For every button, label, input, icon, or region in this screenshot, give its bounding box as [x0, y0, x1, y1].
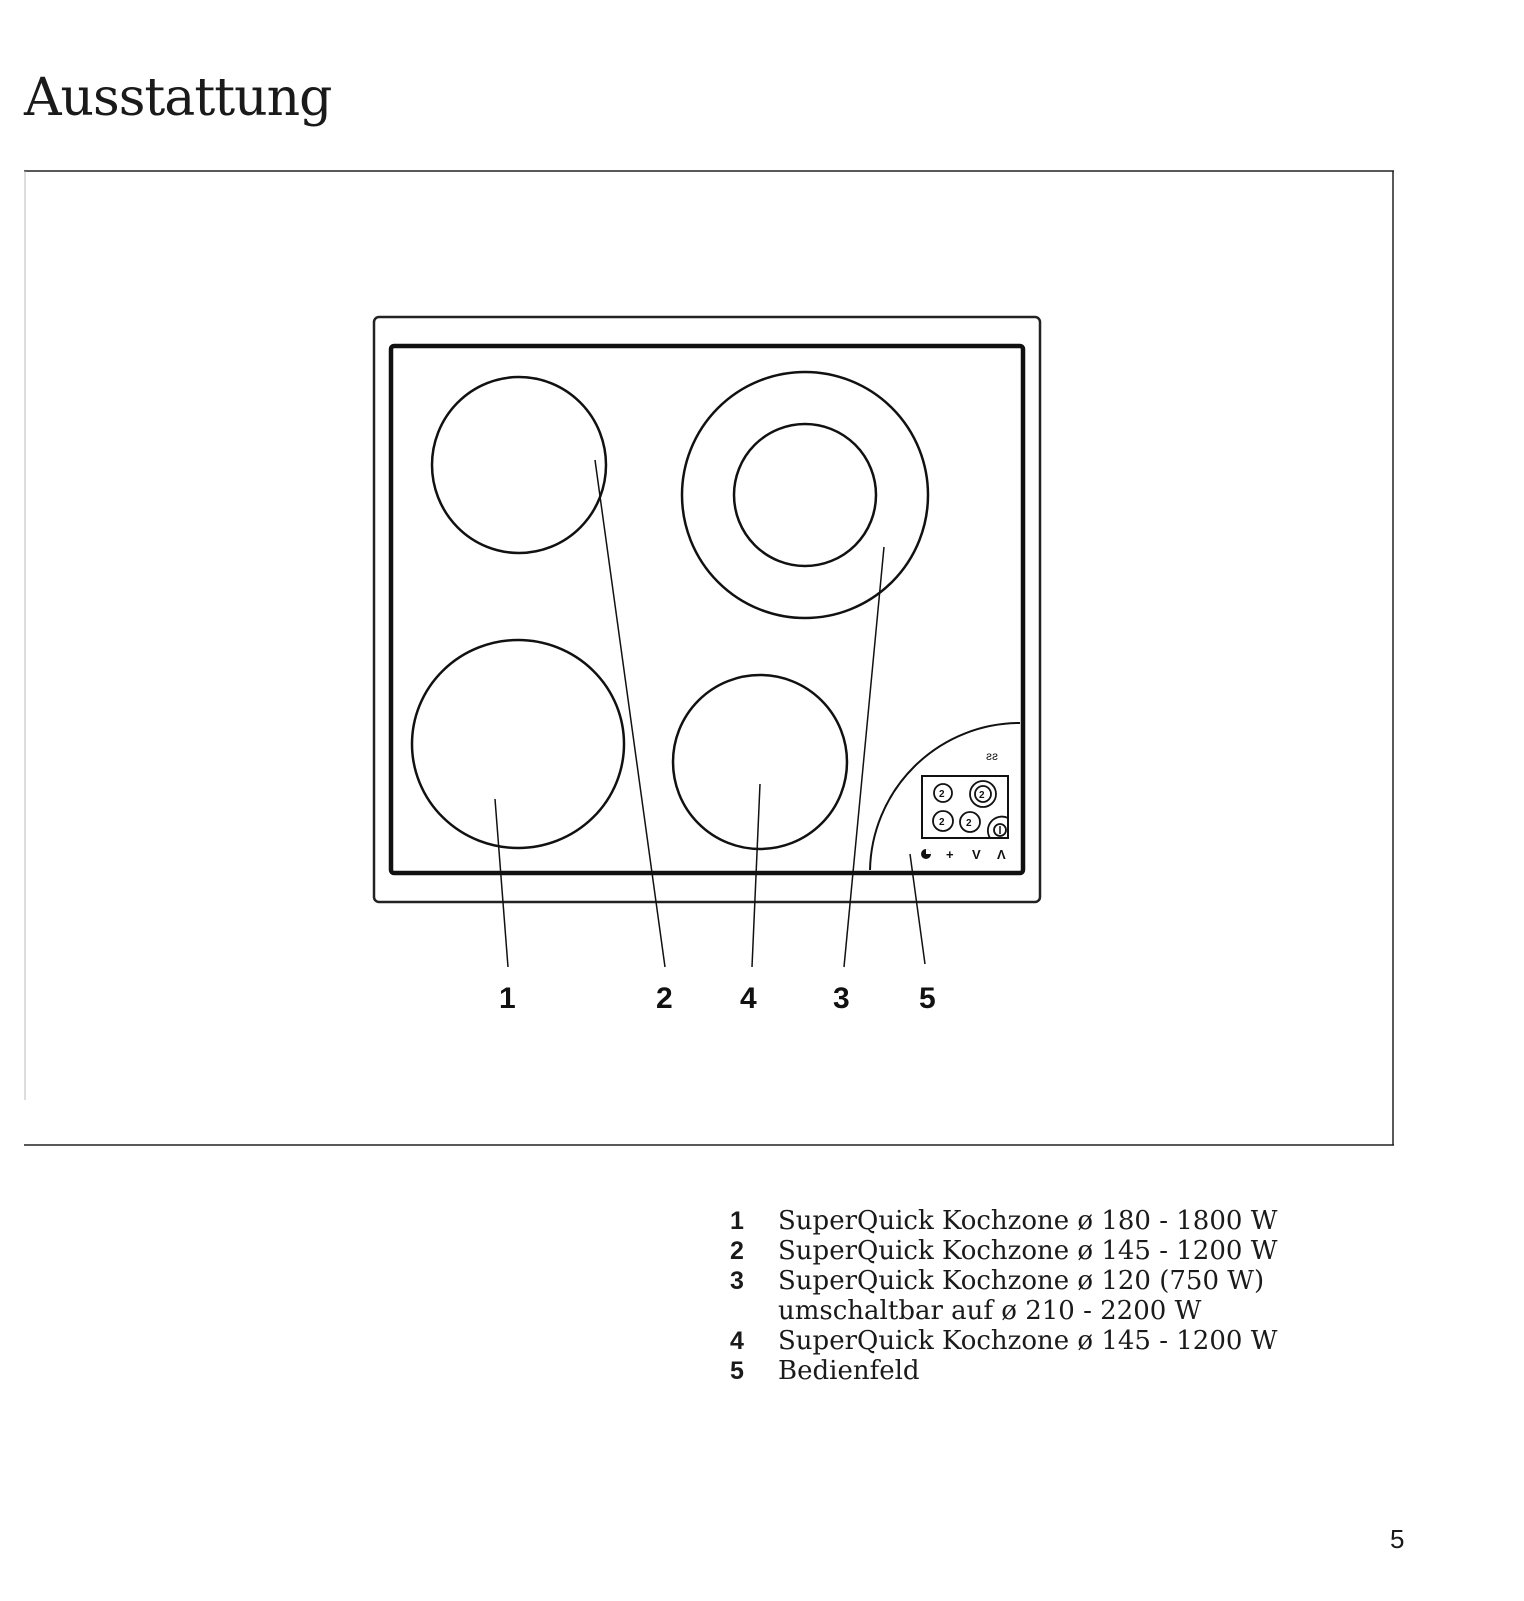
- callout-5: 5: [919, 982, 936, 1015]
- legend-item: [730, 1206, 1350, 1236]
- legend-number: 5: [730, 1357, 744, 1385]
- down-symbol: V: [972, 847, 981, 862]
- callout-3: 3: [833, 982, 850, 1015]
- cooking-zone-1: [412, 640, 624, 848]
- cooktop-glass-surface: [391, 346, 1023, 873]
- panel-brand-mark: ƨƨ: [986, 749, 998, 763]
- svg-text:2: 2: [939, 817, 945, 828]
- zone-front-left-icon: [934, 784, 952, 802]
- page-title: Ausstattung: [24, 68, 332, 128]
- leader-line-1: [495, 799, 508, 967]
- zone-front-right-icon: [960, 812, 980, 832]
- legend-text: Bedienfeld: [778, 1356, 920, 1386]
- svg-text:2: 2: [979, 790, 985, 801]
- leader-line-2: [595, 460, 665, 967]
- timer-icon: [921, 849, 931, 859]
- callout-4: 4: [740, 982, 757, 1015]
- callout-1: 1: [499, 982, 516, 1015]
- cooking-zone-3-outer-ring: [682, 372, 928, 618]
- callout-2: 2: [656, 982, 673, 1015]
- plus-symbol: +: [946, 847, 954, 862]
- cooktop-figure: [24, 170, 1418, 1166]
- svg-text:2: 2: [966, 818, 972, 829]
- legend-number: 2: [730, 1237, 744, 1265]
- up-symbol: Λ: [997, 847, 1006, 862]
- legend-text: SuperQuick Kochzone ø 145 - 1200 W: [778, 1236, 1278, 1266]
- control-panel-display: [922, 776, 1008, 838]
- legend-item: [730, 1236, 1350, 1266]
- cooktop-outer-trim: [374, 317, 1040, 902]
- legend-text: SuperQuick Kochzone ø 145 - 1200 W: [778, 1326, 1278, 1356]
- legend-item: [730, 1356, 1350, 1386]
- cooking-zone-3-inner-ring: [734, 424, 876, 566]
- legend-number: 3: [730, 1267, 744, 1295]
- legend-item: [730, 1326, 1350, 1356]
- legend-number: 4: [730, 1327, 744, 1355]
- leader-line-5: [910, 854, 925, 964]
- legend-text: SuperQuick Kochzone ø 180 - 1800 W: [778, 1206, 1278, 1236]
- cooking-zone-2: [432, 377, 606, 553]
- zone-rear-right-dual-icon: [970, 781, 996, 807]
- cooktop-diagram: [24, 170, 1418, 1166]
- svg-text:2: 2: [939, 789, 945, 800]
- legend-text: SuperQuick Kochzone ø 120 (750 W) umschaltbar auf ø 210 - 2200 W: [778, 1266, 1265, 1326]
- cooking-zone-4: [673, 675, 847, 849]
- page-number: 5: [1390, 1524, 1405, 1554]
- legend-number: 1: [730, 1207, 744, 1235]
- leader-line-4: [752, 784, 760, 967]
- legend-item: [730, 1266, 1350, 1326]
- equipment-legend: [730, 1206, 1350, 1386]
- zone-rear-left-icon: [933, 811, 953, 831]
- power-icon: [988, 817, 1008, 838]
